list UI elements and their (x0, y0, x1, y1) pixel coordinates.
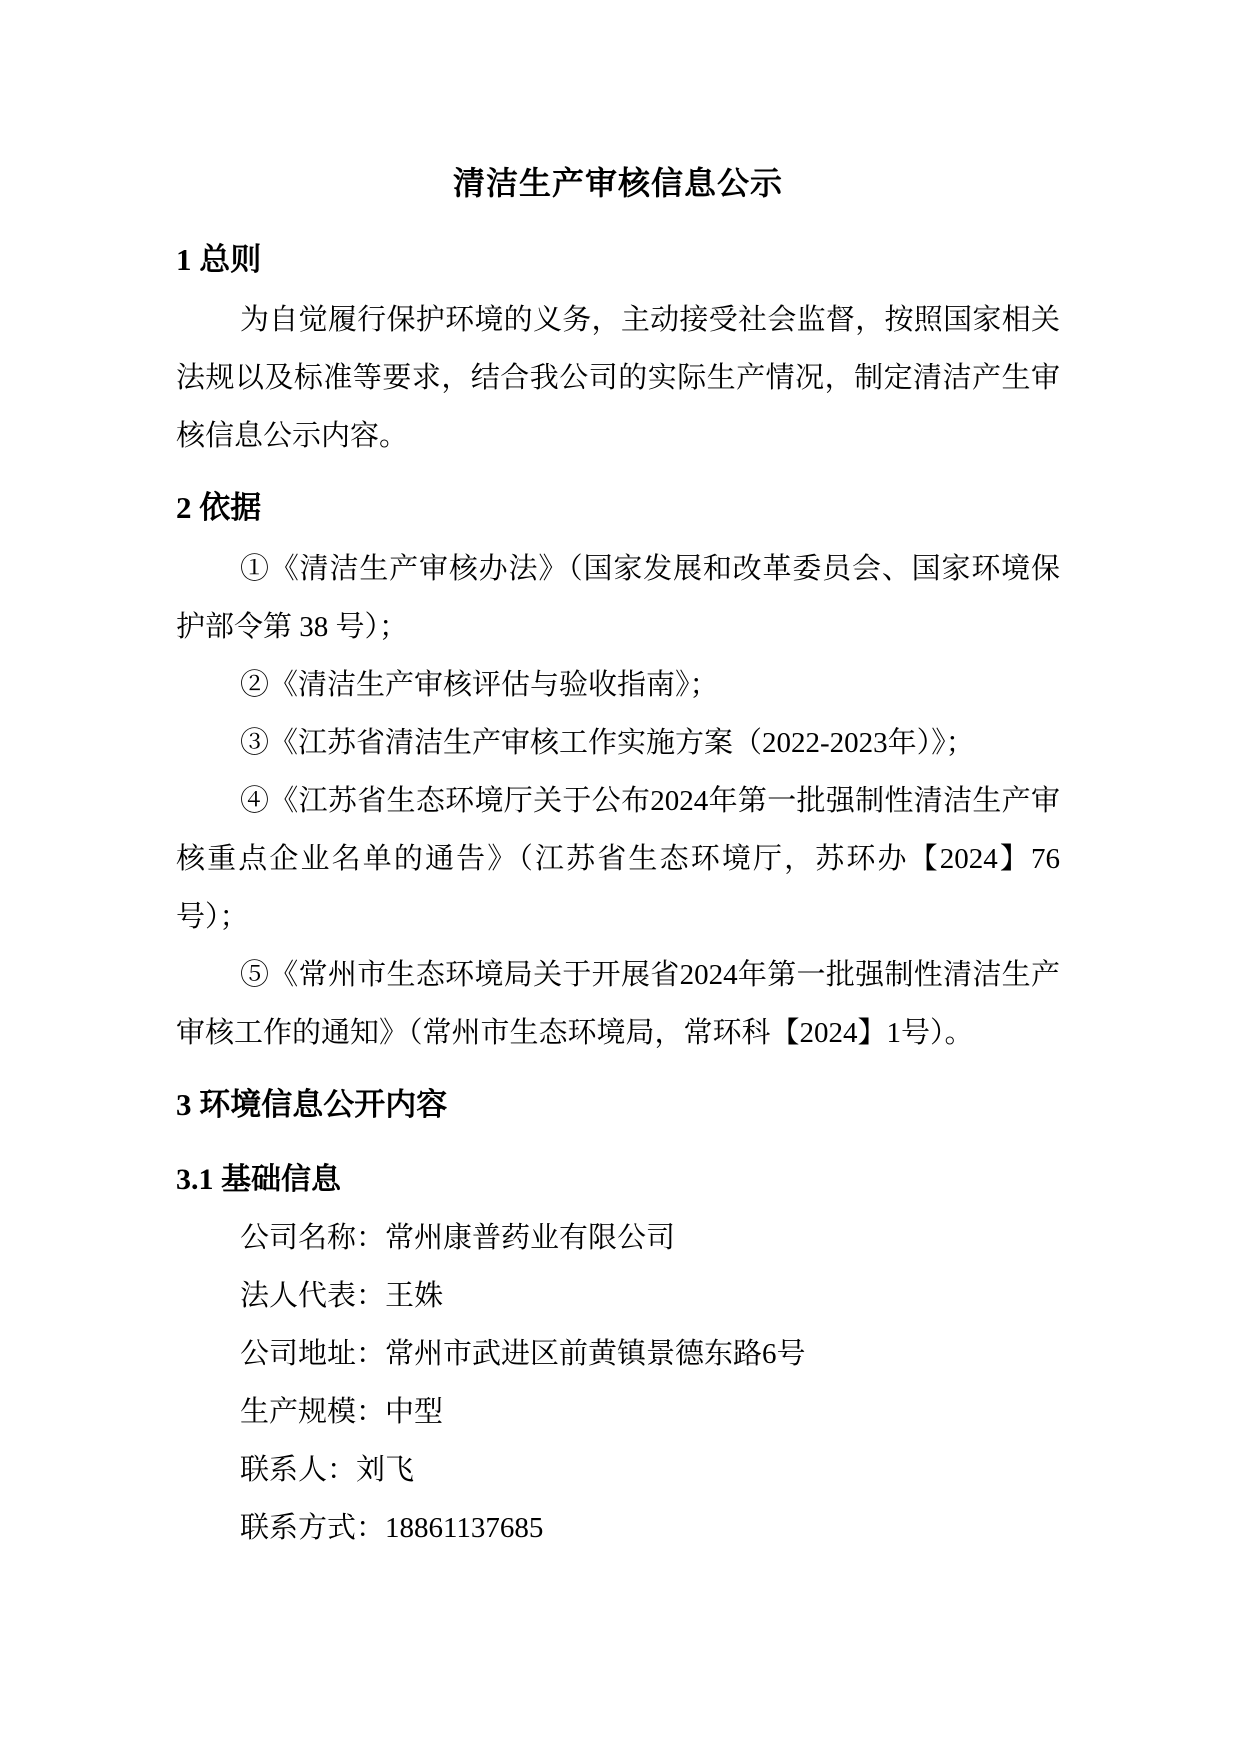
reference-item-line: ②《清洁生产审核评估与验收指南》； (240, 669, 719, 701)
section-heading-general-rules: 1 总则 (176, 242, 262, 277)
reference-item-line: ④《江苏省生态环境厅关于公布2024年第一批强制性清洁生产审 (240, 785, 1060, 817)
reference-item-5 (176, 946, 1060, 1062)
section-heading-basis: 2 依据 (176, 490, 262, 525)
reference-item-1 (176, 540, 1060, 656)
reference-item-line: ⑤《常州市生态环境局关于开展省2024年第一批强制性清洁生产 (240, 959, 1060, 991)
reference-item-line: ①《清洁生产审核办法》（国家发展和改革委员会、国家环境保 (240, 553, 1060, 585)
field-production-scale: 生产规模：中型 (240, 1396, 444, 1428)
field-contact-number: 联系方式：18861137685 (240, 1512, 544, 1544)
reference-item-line: 核重点企业名单的通告》（江苏省生态环境厅，苏环办【2024】76 (176, 843, 1060, 875)
general-rules-paragraph (176, 291, 1060, 465)
field-company-address: 公司地址：常州市武进区前黄镇景德东路6号 (240, 1338, 806, 1370)
basic-info-field-list (176, 1209, 1060, 1557)
reference-item-line: 审核工作的通知》（常州市生态环境局，常环科【2024】1号）。 (176, 1017, 974, 1049)
reference-item-line: ③《江苏省清洁生产审核工作实施方案（2022-2023年）》； (240, 727, 975, 759)
reference-item-2 (176, 656, 1060, 714)
field-company-name: 公司名称：常州康普药业有限公司 (240, 1222, 676, 1254)
section-heading-environment-info: 3 环境信息公开内容 (176, 1087, 448, 1122)
paragraph-line: 为自觉履行保护环境的义务，主动接受社会监督，按照国家相关 (240, 304, 1060, 336)
reference-list (176, 540, 1060, 1062)
field-legal-representative: 法人代表：王姝 (240, 1280, 444, 1312)
paragraph-line: 法规以及标准等要求，结合我公司的实际生产情况，制定清洁产生审 (176, 362, 1060, 394)
paragraph-line: 核信息公示内容。 (176, 420, 409, 452)
reference-item-line: 号）； (176, 901, 249, 933)
reference-item-3 (176, 714, 1060, 772)
field-contact-person: 联系人：刘飞 (240, 1454, 415, 1486)
reference-item-line: 护部令第 38 号）； (176, 611, 409, 643)
reference-item-4 (176, 772, 1060, 946)
subsection-heading-basic-info: 3.1 基础信息 (176, 1163, 341, 1196)
document-title: 清洁生产审核信息公示 (452, 165, 783, 201)
